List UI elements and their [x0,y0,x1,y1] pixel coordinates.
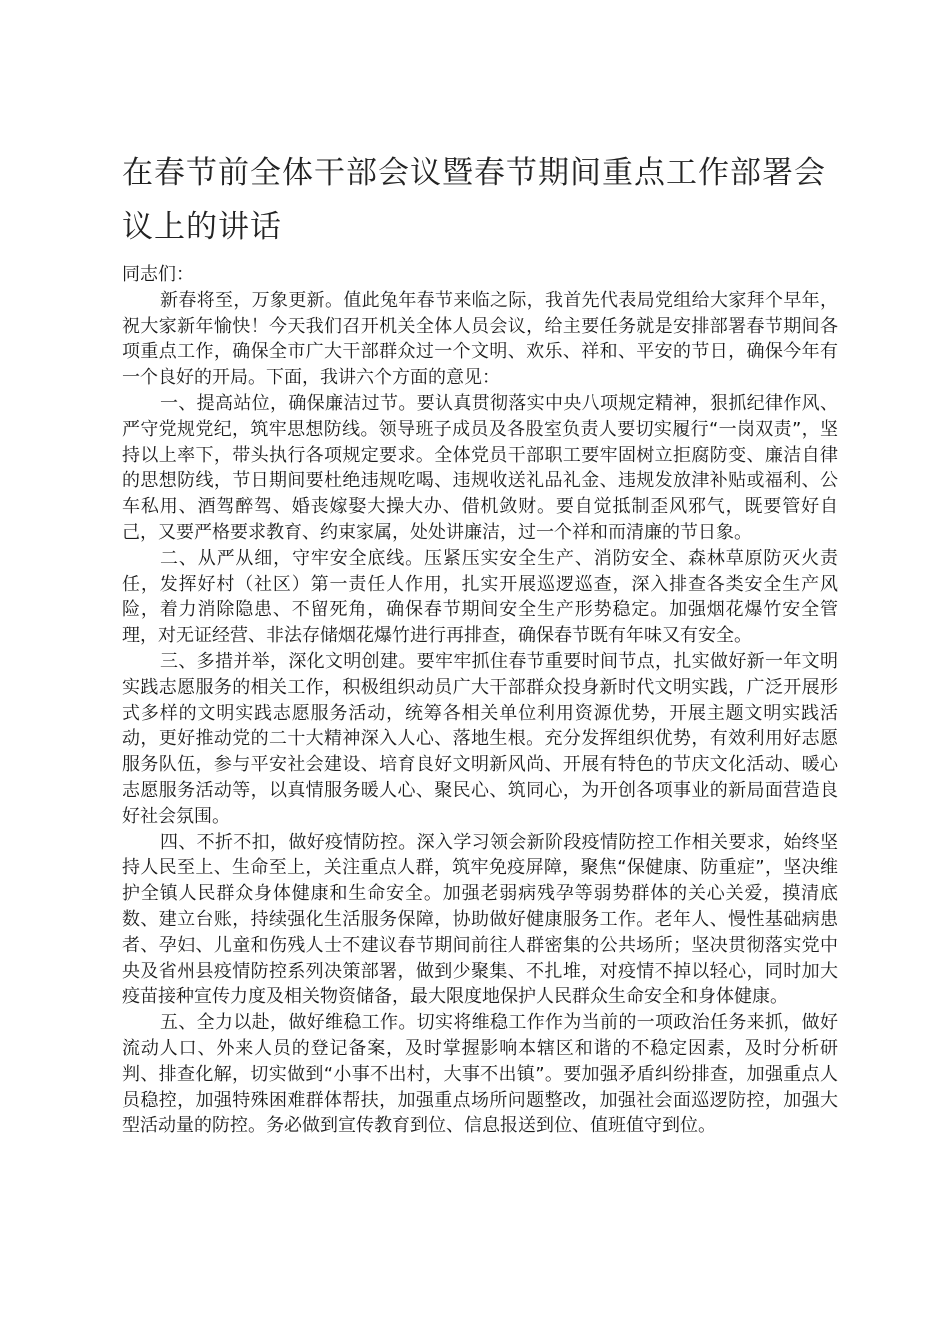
salutation: 同志们： [122,264,194,285]
document-body [122,262,838,1139]
paragraph-section-3: 三、多措并举，深化文明创建。要牢牢抓住春节重要时间节点，扎实做好新一年文明实践志愿服务的相关工作，积极组织动员广大干部群众投身新时代文明实践，广泛开展形式多样的文明实践志愿服务活动，统筹各相关单位利用资源优势，开展主题文明实践活动，更好推动党的二十大精神深入人心、落地生根。充分发挥组织优势，有效利用好志愿服务队伍，参与平安社会建设、培育良好文明新风尚、开展有特色的节庆文化活动、暖心志愿服务活动等，以真情服务暖人心、聚民心、筑同心，为开创各项事业的新局面营造良好社会氛围。 [122,650,838,827]
paragraph-opening: 新春将至，万象更新。值此兔年春节来临之际，我首先代表局党组给大家拜个早年，祝大家新年愉快！今天我们召开机关全体人员会议，给主要任务就是安排部署春节期间各项重点工作，确保全市广大干部群众过一个文明、欢乐、祥和、平安的节日，确保今年有一个良好的开局。下面，我讲六个方面的意见： [122,289,838,389]
paragraph-section-1: 一、提高站位，确保廉洁过节。要认真贯彻落实中央八项规定精神，狠抓纪律作风、严守党规党纪，筑牢思想防线。领导班子成员及各股室负责人要切实履行“一岗双责”，坚持以上率下，带头执行各项规定要求。全体党员干部职工要牢固树立拒腐防变、廉洁自律的思想防线，节日期间要杜绝违规吃喝、违规收送礼品礼金、违规发放津补贴或福利、公车私用、酒驾醉驾、婚丧嫁娶大操大办、借机敛财。要自觉抵制歪风邪气，既要管好自己，又要严格要求教育、约束家属，处处讲廉洁，过一个祥和而清廉的节日象。 [122,392,838,543]
paragraph-section-5: 五、全力以赴，做好维稳工作。切实将维稳工作作为当前的一项政治任务来抓，做好流动人口、外来人员的登记备案，及时掌握影响本辖区和谐的不稳定因素，及时分析研判、排查化解，切实做到“小事不出村，大事不出镇”。要加强矛盾纠纷排查，加强重点人员稳控，加强特殊困难群体帮扶，加强重点场所问题整改，加强社会面巡逻防控，加强大型活动量的防控。务必做到宣传教育到位、信息报送到位、值班值守到位。 [122,1012,838,1137]
paragraph-section-4: 四、不折不扣，做好疫情防控。深入学习领会新阶段疫情防控工作相关要求，始终坚持人民至上、生命至上，关注重点人群，筑牢免疫屏障，聚焦“保健康、防重症”，坚决维护全镇人民群众身体健康和生命安全。加强老弱病残孕等弱势群体的关心关爱，摸清底数、建立台账，持续强化生活服务保障，协助做好健康服务工作。老年人、慢性基础病患者、孕妇、儿童和伤残人士不建议春节期间前往人群密集的公共场所；坚决贯彻落实党中央及省州县疫情防控系列决策部署，做到少聚集、不扎堆，对疫情不掉以轻心，同时加大疫苗接种宣传力度及相关物资储备，最大限度地保护人民群众生命安全和身体健康。 [122,831,838,1008]
document-title: 在春节前全体干部会议暨春节期间重点工作部署会议上的讲话 [122,155,826,245]
paragraph-section-2: 二、从严从细，守牢安全底线。压紧压实安全生产、消防安全、森林草原防灭火责任，发挥好村（社区）第一责任人作用，扎实开展巡逻巡查，深入排查各类安全生产风险，着力消除隐患、不留死角，确保春节期间安全生产形势稳定。加强烟花爆竹安全管理，对无证经营、非法存储烟花爆竹进行再排查，确保春节既有年味又有安全。 [122,547,838,647]
